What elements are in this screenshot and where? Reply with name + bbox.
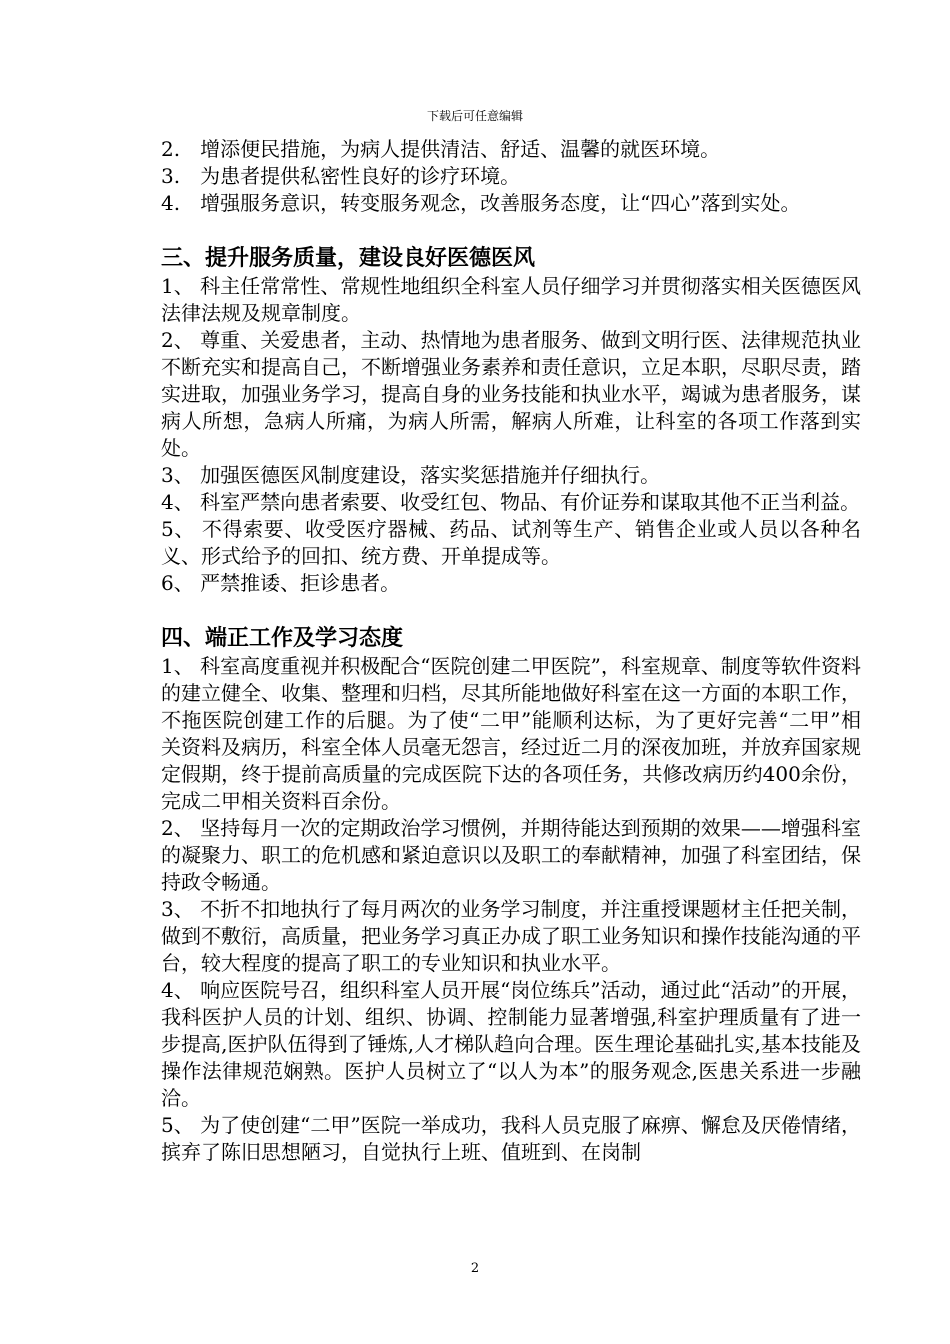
section-4-item-1: 1、 科室高度重视并积极配合“医院创建二甲医院”，科室规章、制度等软件资料的建立健全、收集、整理和归档，尽其所能地做好科室在这一方面的本职工作，不拖医院创建工作的后腿。为了使“二甲”能顺利达标，为了更好完善“二甲”相关资料及病历，科室全体人员毫无怨言，经过近二月的深夜加班，并放弃国家规定假期，终于提前高质量的完成医院下达的各项任务，共修改病历约400余份，完成二甲相关资料百余份。 <box>161 654 861 813</box>
section-4-heading: 四、端正工作及学习态度 <box>161 626 404 651</box>
section-3-item-6: 6、 严禁推诿、拒诊患者。 <box>161 571 401 595</box>
section-3-item-3: 3、 加强医德医风制度建设，落实奖惩措施并仔细执行。 <box>161 463 661 487</box>
section-3-item-2: 2、 尊重、关爱患者，主动、热情地为患者服务、做到文明行医、法律规范执业不断充实和提高自己，不断增强业务素养和责任意识，立足本职，尽职尽责，踏实进取，加强业务学习，提高自身的业务技能和执业水平，竭诚为患者服务，谋病人所想，急病人所痛，为病人所需，解病人所难，让科室的各项工作落到实处。 <box>161 328 861 460</box>
section-4-item-3: 3、 不折不扣地执行了每月两次的业务学习制度，并注重授课题材主任把关制，做到不敷衍，高质量，把业务学习真正办成了职工业务知识和操作技能沟通的平台，较大程度的提高了职工的专业知识和执业水平。 <box>161 897 861 975</box>
document-body <box>161 136 861 1166</box>
intro-item-2: 2. 增添便民措施，为病人提供清洁、舒适、温馨的就医环境。 <box>161 137 721 161</box>
section-3-item-5: 5、 不得索要、收受医疗器械、药品、试剂等生产、销售企业或人员以各种名义、形式给予的回扣、统方费、开单提成等。 <box>161 517 861 568</box>
intro-item-3: 3. 为患者提供私密性良好的诊疗环境。 <box>161 164 521 188</box>
intro-item-4: 4. 增强服务意识，转变服务观念，改善服务态度，让“四心”落到实处。 <box>161 191 801 215</box>
section-4-item-4: 4、 响应医院号召，组织科室人员开展“岗位练兵”活动，通过此“活动”的开展，我科医护人员的计划、组织、协调、控制能力显著增强,科室护理质量有了进一步提高,医护队伍得到了锤炼,人才梯队趋向合理。医生理论基础扎实,基本技能及操作法律规范娴熟。医护人员树立了“以人为本”的服务观念,医患关系进一步融洽。 <box>161 978 861 1110</box>
page-number: 2 <box>470 1261 480 1276</box>
section-3-item-1: 1、 科主任常常性、常规性地组织全科室人员仔细学习并贯彻落实相关医德医风法律法规及规章制度。 <box>161 274 861 325</box>
section-3-heading: 三、提升服务质量，建设良好医德医风 <box>161 246 536 271</box>
section-3-item-4: 4、 科室严禁向患者索要、收受红包、物品、有价证券和谋取其他不正当利益。 <box>161 490 861 514</box>
page-header-note: 下载后可任意编辑 <box>426 109 523 123</box>
section-4-item-2: 2、 坚持每月一次的定期政治学习惯例，并期待能达到预期的效果——增强科室的凝聚力、职工的危机感和紧迫意识以及职工的奉献精神，加强了科室团结，保持政令畅通。 <box>161 816 861 894</box>
section-4-item-5: 5、 为了使创建“二甲”医院一举成功，我科人员克服了麻痹、懈怠及厌倦情绪，摈弃了陈旧思想陋习，自觉执行上班、值班到、在岗制 <box>161 1113 861 1164</box>
